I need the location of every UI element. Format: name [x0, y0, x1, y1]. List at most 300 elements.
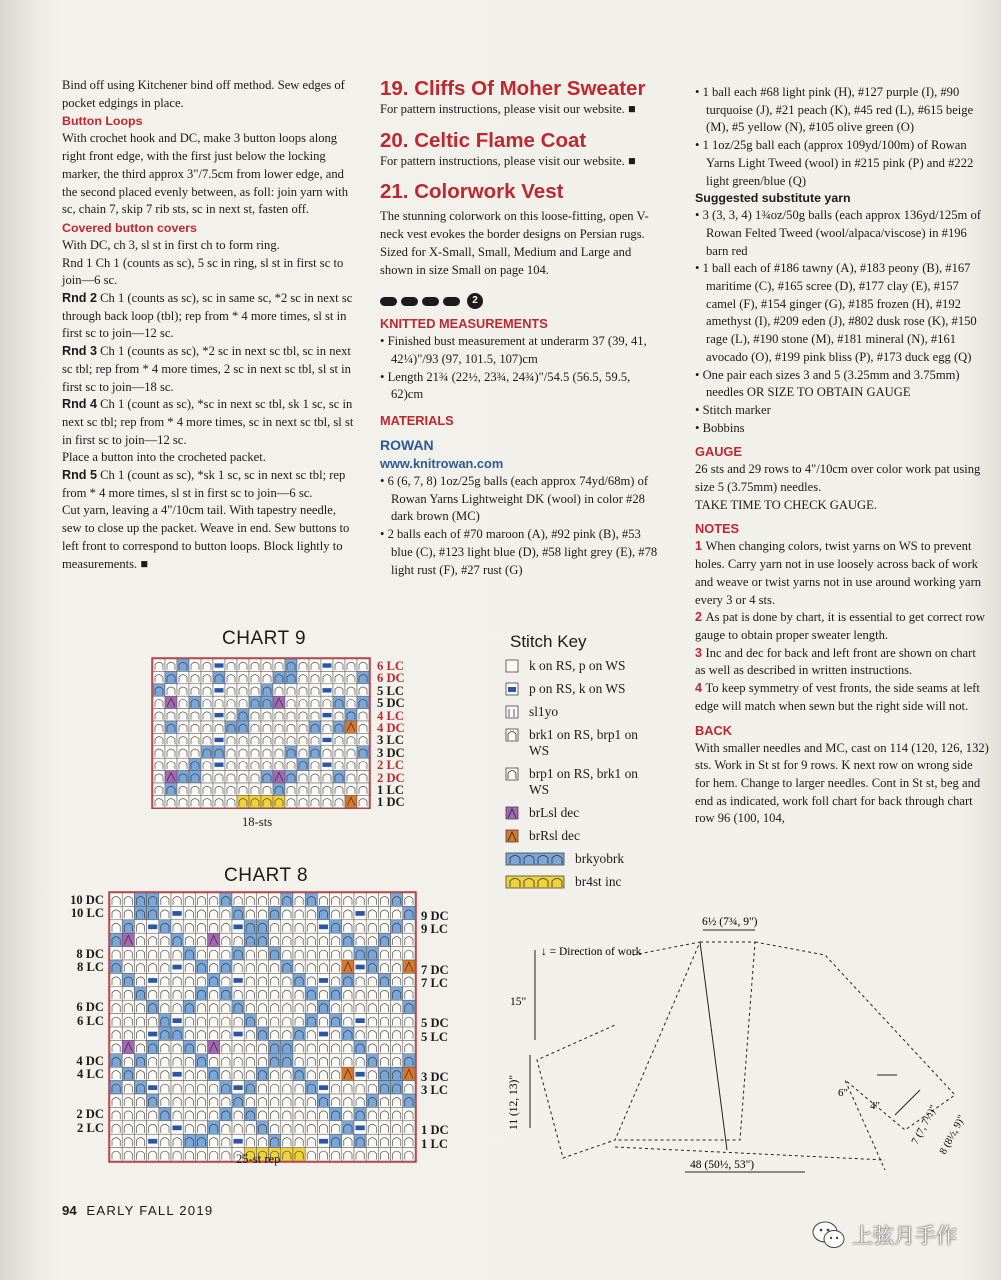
pattern-19-title: 19. Cliffs Of Moher Sweater — [380, 77, 646, 100]
chart-cell-plain — [201, 659, 213, 671]
chart-cell-blue — [232, 906, 244, 919]
chart-cell-blue — [189, 758, 201, 770]
chart-cell-plain — [183, 1148, 195, 1161]
chart-cell-plain — [261, 671, 273, 683]
chart-cell-plain — [183, 933, 195, 946]
chart-cell-plain — [225, 709, 237, 721]
chart-cell-plain — [309, 671, 321, 683]
chart-cell-yellow — [281, 1148, 293, 1161]
chart-cell-plain — [305, 920, 317, 933]
chart-cell-plain — [244, 906, 256, 919]
chart-cell-plain — [134, 1000, 146, 1013]
chart-cell-plain — [378, 1148, 390, 1161]
chart-cell-plain — [249, 659, 261, 671]
chart-cell-plain — [208, 960, 220, 973]
chart-cell-plain — [342, 893, 354, 906]
chart-cell-blue — [249, 696, 261, 708]
stitch-key-item — [505, 851, 675, 867]
chart-cell-plain — [225, 733, 237, 745]
chart-cell-blue — [244, 1081, 256, 1094]
chart-cell-plain — [261, 746, 273, 758]
stitch-key-label: br4st inc — [575, 874, 622, 889]
chart-cell-plain — [321, 783, 333, 795]
chart-cell-plain — [159, 1121, 171, 1134]
row-label: 3 LC — [377, 733, 404, 748]
chart-cell-plain — [244, 1121, 256, 1134]
chart-cell-blue — [122, 920, 134, 933]
chart-cell-plain — [391, 1094, 403, 1107]
chart-cell-plain — [201, 758, 213, 770]
pattern-21-title: 21. Colorwork Vest — [380, 180, 564, 204]
chart-cell-blue — [269, 1134, 281, 1147]
chart-cell-blue — [220, 987, 232, 1000]
chart-cell-plain — [281, 1081, 293, 1094]
chart-cell-blue — [281, 1040, 293, 1053]
chart-cell-plain — [269, 933, 281, 946]
chart-cell-plain — [237, 771, 249, 783]
chart-cell-plain — [201, 721, 213, 733]
chart9-row-labels — [377, 660, 405, 809]
chart-cell-plain — [177, 696, 189, 708]
note-3: 3 Inc and dec for back and left front are shown on chart as well as described in written instructions. — [695, 645, 976, 678]
chart-cell-plain — [134, 960, 146, 973]
material-tweed: • 1 1oz/25g ball each (approx 109yd/100m) of Rowan Yarns Light Tweed (wool) in #215 pink (P) and #222 light green/blue (Q) — [695, 137, 989, 190]
chart-cell-navy — [317, 973, 329, 986]
chart-cell-blue — [293, 1067, 305, 1080]
row-label: 2 DC — [377, 770, 405, 785]
chart-cell-plain — [177, 795, 189, 807]
chart-cell-yellow — [237, 795, 249, 807]
chart-cell-plain — [208, 1014, 220, 1027]
chart-cell-plain — [159, 893, 171, 906]
pattern-19-text: For pattern instructions, please visit our website. ■ — [380, 102, 636, 116]
chart-cell-plain — [293, 1081, 305, 1094]
chart-cell-plain — [244, 960, 256, 973]
chart-cell-plain — [285, 795, 297, 807]
row-label: 2 LC — [377, 758, 404, 773]
chart-cell-plain — [165, 684, 177, 696]
chart-cell-plain — [256, 947, 268, 960]
chart-cell-plain — [208, 1081, 220, 1094]
chart-cell-plain — [309, 771, 321, 783]
chart-cell-plain — [134, 1040, 146, 1053]
chart-cell-blue — [330, 1014, 342, 1027]
chart-cell-plain — [305, 933, 317, 946]
chart-cell-plain — [333, 783, 345, 795]
chart-cell-plain — [147, 1121, 159, 1134]
note-1: 1 When changing colors, twist yarns on WS to prevent holes. Carry yarn not in use loosely across back of work and weave or twist yarns not in use around working yarn every 3 or 4 sts. — [695, 539, 982, 607]
chart-cell-navy — [232, 1027, 244, 1040]
strap-measure: 4" — [870, 1100, 880, 1112]
chart-cell-plain — [208, 1107, 220, 1120]
chart-cell-plain — [391, 1107, 403, 1120]
chart-cell-plain — [403, 1040, 415, 1053]
chart-cell-navy — [232, 973, 244, 986]
chart-cell-plain — [391, 906, 403, 919]
row-label — [421, 1111, 449, 1124]
chart-cell-plain — [256, 987, 268, 1000]
chart-cell-blue — [134, 987, 146, 1000]
row-label: 1 LC — [421, 1136, 448, 1151]
chart-cell-plain — [403, 933, 415, 946]
chart-cell-blue — [232, 1094, 244, 1107]
row-label: 10 LC — [70, 906, 104, 921]
chart-cell-blue — [171, 933, 183, 946]
chart-cell-plain — [317, 947, 329, 960]
chart-cell-plain — [345, 684, 357, 696]
chart-cell-plain — [256, 906, 268, 919]
chart-cell-plain — [342, 947, 354, 960]
row-label — [421, 1057, 449, 1070]
substitute-2: • 1 ball each of #186 tawny (A), #183 peony (B), #167 maritime (C), #165 scree (D), #177 clay (E), #157 camel (F), #154 ginger (G), #185 frozen (H), #192 amethyst (I), #209 eden (J), #802 dusk rose (K), #150 rage (L), #190 stone (M), #181 mineral (N), #161 avocado (O), #199 pink bliss (P), #173 duck egg (Q) — [695, 260, 989, 366]
chart-cell-blue — [357, 671, 369, 683]
page-footer — [62, 1203, 213, 1218]
gauge-heading: GAUGE — [695, 444, 742, 460]
chart-cell-plain — [354, 1054, 366, 1067]
rnd4-text: Rnd 4 Ch 1 (count as sc), *sc in next sc tbl, sk 1 sc, sc in next sc tbl; rep from * 4 more times, sc in next sc tbl, sl st in first sc to join—12 sc. — [62, 397, 354, 447]
chart-cell-navy — [354, 1121, 366, 1134]
chart-cell-plain — [208, 947, 220, 960]
chart-cell-plain — [153, 721, 165, 733]
direction-label: ↓ = Direction of work — [541, 946, 642, 958]
chart-cell-purple — [208, 1040, 220, 1053]
chart-cell-plain — [195, 1027, 207, 1040]
chart-cell-plain — [244, 893, 256, 906]
chart-cell-plain — [342, 1148, 354, 1161]
chart-cell-blue — [305, 1014, 317, 1027]
chart-cell-plain — [378, 920, 390, 933]
row-label — [66, 1081, 104, 1094]
watermark-text: 上弦月手作 — [852, 1224, 957, 1248]
chart-cell-plain — [293, 1094, 305, 1107]
rnd1-text: Rnd 1 Ch 1 (counts as sc), 5 sc in ring, sl st in first sc to join—6 sc. — [62, 255, 344, 288]
chart-cell-plain — [281, 1107, 293, 1120]
chart-cell-blue — [309, 746, 321, 758]
chart-cell-plain — [330, 1148, 342, 1161]
chart-cell-navy — [354, 1014, 366, 1027]
chart-cell-navy — [317, 920, 329, 933]
chart-cell-plain — [391, 1040, 403, 1053]
chart-cell-plain — [134, 1067, 146, 1080]
chart-cell-blue — [269, 1054, 281, 1067]
chart-cell-plain — [357, 771, 369, 783]
stitch-key-label: k on RS, p on WS — [529, 658, 626, 673]
chart-cell-blue — [378, 933, 390, 946]
substitute-1: • 3 (3, 3, 4) 1¾oz/50g balls (each approx 136yd/125m of Rowan Felted Tweed (wool/alpaca/viscose) in #196 barn red — [695, 207, 989, 260]
chart-cell-plain — [342, 987, 354, 1000]
chart-cell-plain — [153, 733, 165, 745]
chart-cell-plain — [122, 1000, 134, 1013]
row-label — [66, 1095, 104, 1108]
column-left — [62, 77, 354, 573]
material-colors-2: • 1 ball each #68 light pink (H), #127 purple (I), #90 turquoise (J), #21 peach (K), #45 red (L), #615 beige (M), #5 yellow (N), #105 olive green (O) — [695, 84, 989, 137]
chart-cell-blue — [159, 1027, 171, 1040]
chart-cell-plain — [244, 947, 256, 960]
chart-cell-plain — [261, 758, 273, 770]
chart-cell-navy — [232, 1081, 244, 1094]
chart-cell-plain — [403, 1107, 415, 1120]
chart-cell-plain — [297, 659, 309, 671]
row-label: 7 DC — [421, 962, 449, 977]
chart-cell-plain — [237, 746, 249, 758]
chart-cell-plain — [153, 671, 165, 683]
chart-cell-navy — [354, 960, 366, 973]
chart-cell-blue — [159, 920, 171, 933]
chart-cell-plain — [281, 947, 293, 960]
chart-cell-plain — [201, 783, 213, 795]
chart-cell-plain — [281, 987, 293, 1000]
chart-cell-plain — [354, 1027, 366, 1040]
center-fold-line — [700, 942, 727, 1150]
chart-cell-plain — [305, 1000, 317, 1013]
chart-cell-plain — [330, 1094, 342, 1107]
chart-cell-plain — [147, 933, 159, 946]
chart-cell-plain — [391, 947, 403, 960]
chart-cell-plain — [232, 987, 244, 1000]
chart-cell-plain — [110, 1027, 122, 1040]
bobbins: • Bobbins — [695, 420, 989, 438]
stitch-key-item — [505, 704, 675, 720]
chart-cell-plain — [208, 1148, 220, 1161]
chart-cell-plain — [366, 1121, 378, 1134]
chart-cell-plain — [293, 987, 305, 1000]
chart-cell-plain — [244, 1040, 256, 1053]
chart-cell-blue — [171, 1027, 183, 1040]
issue-label: EARLY FALL 2019 — [86, 1203, 214, 1218]
gauge-check: TAKE TIME TO CHECK GAUGE. — [695, 497, 877, 512]
stitch-key — [505, 632, 675, 897]
chart-cell-plain — [309, 684, 321, 696]
stitch-key-label: p on RS, k on WS — [529, 681, 626, 696]
chart-cell-plain — [269, 1081, 281, 1094]
stitch-key-label: brp1 on RS, brk1 on WS — [529, 766, 638, 797]
stitch-key-item — [505, 727, 675, 759]
chart-cell-plain — [232, 1014, 244, 1027]
chart-cell-plain — [225, 696, 237, 708]
chart-cell-plain — [366, 1027, 378, 1040]
chart-cell-plain — [269, 1014, 281, 1027]
chart-cell-plain — [378, 960, 390, 973]
chart-cell-plain — [273, 659, 285, 671]
chart-cell-plain — [153, 696, 165, 708]
chart-cell-plain — [309, 783, 321, 795]
chart-cell-plain — [208, 1094, 220, 1107]
chart-cell-plain — [357, 783, 369, 795]
chart-cell-plain — [293, 1134, 305, 1147]
chart-cell-plain — [159, 1067, 171, 1080]
stitch-key-item — [505, 828, 675, 844]
chart-cell-plain — [159, 973, 171, 986]
chart-cell-plain — [297, 671, 309, 683]
chart-cell-plain — [171, 1040, 183, 1053]
chart-cell-blue — [333, 721, 345, 733]
chart-cell-blue — [183, 1134, 195, 1147]
chart-cell-plain — [330, 1040, 342, 1053]
chart-cell-blue — [159, 1107, 171, 1120]
chart-cell-blue — [147, 906, 159, 919]
chart-cell-navy — [147, 1081, 159, 1094]
knitted-measurements-heading: KNITTED MEASUREMENTS — [380, 316, 548, 332]
chart-cell-plain — [189, 746, 201, 758]
chart-cell-plain — [366, 1134, 378, 1147]
chart-cell-plain — [256, 1094, 268, 1107]
column-right — [695, 84, 989, 828]
chart-cell-plain — [232, 933, 244, 946]
row-label: 6 DC — [76, 1000, 104, 1015]
chart-cell-blue — [261, 684, 273, 696]
chart-cell-plain — [147, 960, 159, 973]
chart-cell-plain — [281, 1027, 293, 1040]
chart-cell-plain — [293, 1121, 305, 1134]
chart-cell-plain — [281, 1014, 293, 1027]
chart-cell-blue — [183, 947, 195, 960]
row-label: 3 DC — [377, 745, 405, 760]
chart-cell-plain — [213, 771, 225, 783]
chart-cell-plain — [201, 696, 213, 708]
chart-cell-blue — [366, 1094, 378, 1107]
chart-cell-blue — [213, 671, 225, 683]
chart-cell-plain — [354, 1094, 366, 1107]
chart-cell-purple — [273, 696, 285, 708]
chart-cell-plain — [403, 1148, 415, 1161]
chart-cell-plain — [195, 973, 207, 986]
chart-cell-navy — [321, 709, 333, 721]
chart-cell-plain — [177, 733, 189, 745]
chart-cell-orange — [403, 960, 415, 973]
chart-cell-plain — [333, 684, 345, 696]
chart-cell-plain — [189, 721, 201, 733]
chart-cell-plain — [249, 733, 261, 745]
chart-cell-plain — [244, 973, 256, 986]
chart-cell-plain — [330, 1081, 342, 1094]
chart-cell-plain — [201, 771, 213, 783]
shoulder-measure: 7 (7, 7½)" — [909, 1103, 940, 1147]
chart-cell-plain — [249, 783, 261, 795]
chart-cell-plain — [249, 709, 261, 721]
chart-cell-plain — [293, 920, 305, 933]
chart-cell-navy — [171, 960, 183, 973]
chart-cell-plain — [293, 960, 305, 973]
chart-cell-plain — [321, 696, 333, 708]
chart-cell-plain — [220, 906, 232, 919]
chart-cell-plain — [285, 733, 297, 745]
chart-cell-plain — [403, 947, 415, 960]
chart-cell-plain — [213, 783, 225, 795]
chart-cell-blue — [195, 987, 207, 1000]
chart-cell-plain — [297, 795, 309, 807]
chart-cell-plain — [269, 987, 281, 1000]
chart-cell-plain — [195, 1094, 207, 1107]
stitch-key-item — [505, 874, 675, 890]
chart-cell-plain — [220, 1121, 232, 1134]
left-front-outline — [537, 942, 700, 1158]
chart-cell-plain — [391, 1121, 403, 1134]
chart-cell-plain — [147, 987, 159, 1000]
note-4: 4 To keep symmetry of vest fronts, the side seams at left edge will match when sewn but the right side will not. — [695, 681, 980, 713]
chart-cell-plain — [195, 1014, 207, 1027]
chart-cell-plain — [134, 1134, 146, 1147]
chart-cell-plain — [403, 987, 415, 1000]
chart-cell-plain — [171, 973, 183, 986]
chart-cell-plain — [195, 1121, 207, 1134]
chart-cell-plain — [293, 893, 305, 906]
watermark — [812, 1220, 957, 1250]
measurement-length: • Length 21¾ (22½, 23¾, 24¾)"/54.5 (56.5, 59.5, 62)cm — [380, 369, 664, 404]
chart-cell-plain — [237, 696, 249, 708]
chart-cell-plain — [330, 906, 342, 919]
chart-cell-plain — [293, 1107, 305, 1120]
chart-cell-plain — [110, 893, 122, 906]
chart-cell-plain — [237, 659, 249, 671]
brand-url[interactable]: www.knitrowan.com — [380, 456, 504, 472]
chart-cell-plain — [333, 733, 345, 745]
chart-cell-blue — [183, 1000, 195, 1013]
length-measure: 15" — [510, 996, 527, 1008]
chart-cell-plain — [220, 973, 232, 986]
chart-cell-plain — [165, 659, 177, 671]
chart-cell-plain — [309, 696, 321, 708]
row-label: 6 LC — [77, 1013, 104, 1028]
chart-cell-plain — [249, 771, 261, 783]
chart-cell-plain — [330, 973, 342, 986]
chart-cell-plain — [269, 1121, 281, 1134]
chart-cell-plain — [391, 933, 403, 946]
blue-bar-icon — [505, 682, 519, 696]
chart-cell-plain — [342, 1000, 354, 1013]
chart-cell-blue — [273, 783, 285, 795]
chart-cell-plain — [403, 920, 415, 933]
chart-cell-plain — [220, 933, 232, 946]
chart-cell-plain — [273, 721, 285, 733]
chart-cell-plain — [183, 987, 195, 1000]
chart-cell-plain — [195, 1040, 207, 1053]
chart-cell-plain — [330, 1027, 342, 1040]
chart-cell-plain — [345, 746, 357, 758]
chart-cell-plain — [134, 1107, 146, 1120]
chart-cell-plain — [345, 671, 357, 683]
chart-cell-plain — [305, 1107, 317, 1120]
pattern-20-text: For pattern instructions, please visit our website. ■ — [380, 153, 636, 168]
chart-cell-orange — [342, 960, 354, 973]
chart-cell-plain — [321, 671, 333, 683]
row-label — [421, 1097, 449, 1110]
chart-cell-plain — [330, 1000, 342, 1013]
chart-cell-plain — [305, 947, 317, 960]
row-label: 5 DC — [377, 696, 405, 711]
chart-cell-plain — [357, 721, 369, 733]
chart-cell-plain — [330, 1054, 342, 1067]
chart-cell-plain — [232, 1054, 244, 1067]
rnd2-text: Rnd 2 Ch 1 (counts as sc), sc in same sc, *2 sc in next sc through back loop (tbl); rep from * 4 more times, sl st in first sc to join—12 sc. — [62, 291, 353, 341]
chart-cell-plain — [345, 659, 357, 671]
chart-cell-navy — [213, 733, 225, 745]
chart-cell-blue — [269, 1040, 281, 1053]
chart-cell-plain — [122, 1094, 134, 1107]
chart-cell-blue — [378, 1081, 390, 1094]
chart-cell-plain — [354, 920, 366, 933]
chart-cell-navy — [213, 684, 225, 696]
chart-cell-plain — [183, 1027, 195, 1040]
row-label — [66, 988, 104, 1001]
chart8-right-labels — [421, 910, 449, 1151]
chart-cell-plain — [220, 1014, 232, 1027]
chart-cell-blue — [153, 684, 165, 696]
chart-cell-plain — [403, 893, 415, 906]
chart-cell-plain — [183, 973, 195, 986]
chart-cell-plain — [134, 1014, 146, 1027]
chart-cell-plain — [177, 721, 189, 733]
brand-name: ROWAN — [380, 437, 434, 454]
